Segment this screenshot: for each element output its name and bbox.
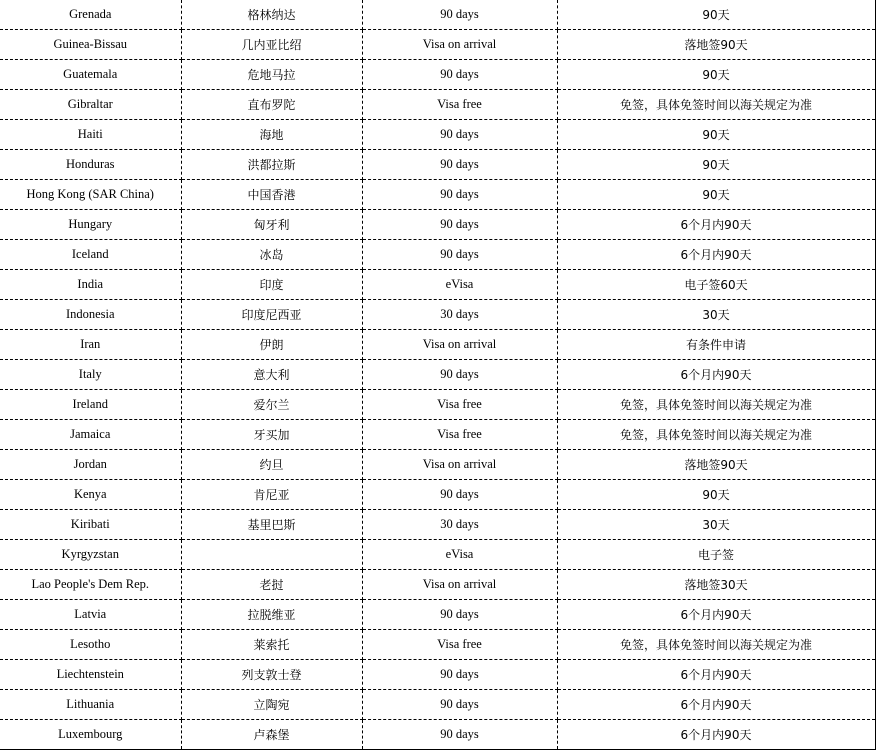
country-name-zh: 爱尔兰 bbox=[181, 390, 362, 420]
table-row bbox=[0, 0, 875, 30]
visa-policy-zh: 免签，具体免签时间以海关规定为准 bbox=[557, 390, 875, 420]
table-row bbox=[0, 600, 875, 630]
country-name-en: Haiti bbox=[0, 120, 181, 150]
visa-policy-zh: 6个月内90天 bbox=[557, 210, 875, 240]
visa-policy-zh: 落地签90天 bbox=[557, 450, 875, 480]
table-row bbox=[0, 150, 875, 180]
visa-policy-en: 90 days bbox=[362, 240, 557, 270]
visa-policy-en: 90 days bbox=[362, 690, 557, 720]
visa-policy-en: 90 days bbox=[362, 150, 557, 180]
visa-policy-zh: 30天 bbox=[557, 510, 875, 540]
visa-policy-en: Visa free bbox=[362, 390, 557, 420]
country-name-zh: 拉脱维亚 bbox=[181, 600, 362, 630]
table-row bbox=[0, 90, 875, 120]
country-name-en: Iran bbox=[0, 330, 181, 360]
visa-policy-zh: 有条件申请 bbox=[557, 330, 875, 360]
visa-policy-en: 90 days bbox=[362, 480, 557, 510]
table-row bbox=[0, 720, 875, 750]
country-name-en: Hong Kong (SAR China) bbox=[0, 180, 181, 210]
table-row bbox=[0, 510, 875, 540]
country-name-zh: 肯尼亚 bbox=[181, 480, 362, 510]
visa-policy-zh: 免签，具体免签时间以海关规定为准 bbox=[557, 420, 875, 450]
table-row bbox=[0, 360, 875, 390]
country-name-en: Grenada bbox=[0, 0, 181, 30]
table-row bbox=[0, 480, 875, 510]
country-name-en: Kiribati bbox=[0, 510, 181, 540]
country-name-zh: 立陶宛 bbox=[181, 690, 362, 720]
visa-policy-zh: 6个月内90天 bbox=[557, 660, 875, 690]
country-name-en: Honduras bbox=[0, 150, 181, 180]
visa-policy-zh: 6个月内90天 bbox=[557, 690, 875, 720]
country-name-zh: 冰岛 bbox=[181, 240, 362, 270]
visa-policy-zh: 6个月内90天 bbox=[557, 600, 875, 630]
visa-policy-en: 90 days bbox=[362, 180, 557, 210]
country-name-zh: 格林纳达 bbox=[181, 0, 362, 30]
visa-policy-en: 90 days bbox=[362, 60, 557, 90]
table-row bbox=[0, 270, 875, 300]
visa-policy-en: eVisa bbox=[362, 540, 557, 570]
table-row bbox=[0, 630, 875, 660]
visa-policy-en: Visa on arrival bbox=[362, 450, 557, 480]
country-name-zh: 洪都拉斯 bbox=[181, 150, 362, 180]
country-name-zh: 约旦 bbox=[181, 450, 362, 480]
visa-policy-zh: 90天 bbox=[557, 150, 875, 180]
country-name-en: Hungary bbox=[0, 210, 181, 240]
country-name-en: Indonesia bbox=[0, 300, 181, 330]
visa-policy-zh: 免签，具体免签时间以海关规定为准 bbox=[557, 630, 875, 660]
visa-policy-en: 90 days bbox=[362, 660, 557, 690]
visa-policy-zh: 90天 bbox=[557, 180, 875, 210]
visa-policy-zh: 90天 bbox=[557, 60, 875, 90]
country-name-zh bbox=[181, 540, 362, 570]
visa-policy-zh: 落地签30天 bbox=[557, 570, 875, 600]
visa-policy-en: 90 days bbox=[362, 210, 557, 240]
table-row bbox=[0, 540, 875, 570]
table-row bbox=[0, 60, 875, 90]
country-name-zh: 莱索托 bbox=[181, 630, 362, 660]
visa-policy-en: 90 days bbox=[362, 600, 557, 630]
visa-policy-zh: 电子签60天 bbox=[557, 270, 875, 300]
country-name-en: Lao People's Dem Rep. bbox=[0, 570, 181, 600]
visa-policy-en: 90 days bbox=[362, 120, 557, 150]
visa-policy-zh: 90天 bbox=[557, 480, 875, 510]
table-row bbox=[0, 330, 875, 360]
table-row bbox=[0, 180, 875, 210]
table-row bbox=[0, 450, 875, 480]
visa-policy-zh: 6个月内90天 bbox=[557, 720, 875, 750]
visa-policy-zh: 6个月内90天 bbox=[557, 360, 875, 390]
country-name-en: Guinea-Bissau bbox=[0, 30, 181, 60]
country-name-zh: 卢森堡 bbox=[181, 720, 362, 750]
country-name-en: Iceland bbox=[0, 240, 181, 270]
country-name-zh: 印度尼西亚 bbox=[181, 300, 362, 330]
visa-policy-en: 30 days bbox=[362, 510, 557, 540]
country-name-zh: 基里巴斯 bbox=[181, 510, 362, 540]
country-name-zh: 印度 bbox=[181, 270, 362, 300]
table-row bbox=[0, 570, 875, 600]
visa-policy-en: 90 days bbox=[362, 360, 557, 390]
table-row bbox=[0, 240, 875, 270]
visa-policy-en: Visa free bbox=[362, 90, 557, 120]
table-row bbox=[0, 210, 875, 240]
country-name-zh: 伊朗 bbox=[181, 330, 362, 360]
visa-policy-en: Visa free bbox=[362, 420, 557, 450]
country-name-zh: 意大利 bbox=[181, 360, 362, 390]
visa-policy-en: Visa on arrival bbox=[362, 330, 557, 360]
country-name-en: Kyrgyzstan bbox=[0, 540, 181, 570]
country-name-en: Luxembourg bbox=[0, 720, 181, 750]
visa-policy-zh: 6个月内90天 bbox=[557, 240, 875, 270]
table-row bbox=[0, 120, 875, 150]
visa-policy-en: 30 days bbox=[362, 300, 557, 330]
visa-policy-en: Visa on arrival bbox=[362, 570, 557, 600]
visa-policy-en: Visa on arrival bbox=[362, 30, 557, 60]
country-name-en: Liechtenstein bbox=[0, 660, 181, 690]
visa-policy-zh: 30天 bbox=[557, 300, 875, 330]
country-name-zh: 直布罗陀 bbox=[181, 90, 362, 120]
country-name-zh: 中国香港 bbox=[181, 180, 362, 210]
country-name-zh: 牙买加 bbox=[181, 420, 362, 450]
country-name-zh: 列支敦士登 bbox=[181, 660, 362, 690]
table-row bbox=[0, 420, 875, 450]
country-name-en: Guatemala bbox=[0, 60, 181, 90]
country-name-en: Gibraltar bbox=[0, 90, 181, 120]
table-row bbox=[0, 660, 875, 690]
country-name-en: Jamaica bbox=[0, 420, 181, 450]
country-name-en: Jordan bbox=[0, 450, 181, 480]
table-row bbox=[0, 300, 875, 330]
visa-policy-zh: 免签，具体免签时间以海关规定为准 bbox=[557, 90, 875, 120]
country-name-zh: 危地马拉 bbox=[181, 60, 362, 90]
country-name-en: Italy bbox=[0, 360, 181, 390]
table-row bbox=[0, 390, 875, 420]
visa-policy-en: 90 days bbox=[362, 720, 557, 750]
visa-policy-en: eVisa bbox=[362, 270, 557, 300]
country-name-en: Latvia bbox=[0, 600, 181, 630]
country-name-zh: 几内亚比绍 bbox=[181, 30, 362, 60]
country-name-en: Lesotho bbox=[0, 630, 181, 660]
table-row bbox=[0, 30, 875, 60]
visa-policy-zh: 电子签 bbox=[557, 540, 875, 570]
visa-policy-zh: 90天 bbox=[557, 120, 875, 150]
visa-policy-en: 90 days bbox=[362, 0, 557, 30]
table-row bbox=[0, 690, 875, 720]
visa-policy-zh: 落地签90天 bbox=[557, 30, 875, 60]
country-name-zh: 老挝 bbox=[181, 570, 362, 600]
country-name-en: Kenya bbox=[0, 480, 181, 510]
country-name-en: Ireland bbox=[0, 390, 181, 420]
country-name-en: India bbox=[0, 270, 181, 300]
country-name-zh: 海地 bbox=[181, 120, 362, 150]
country-name-en: Lithuania bbox=[0, 690, 181, 720]
visa-policy-zh: 90天 bbox=[557, 0, 875, 30]
country-name-zh: 匈牙利 bbox=[181, 210, 362, 240]
visa-policy-en: Visa free bbox=[362, 630, 557, 660]
